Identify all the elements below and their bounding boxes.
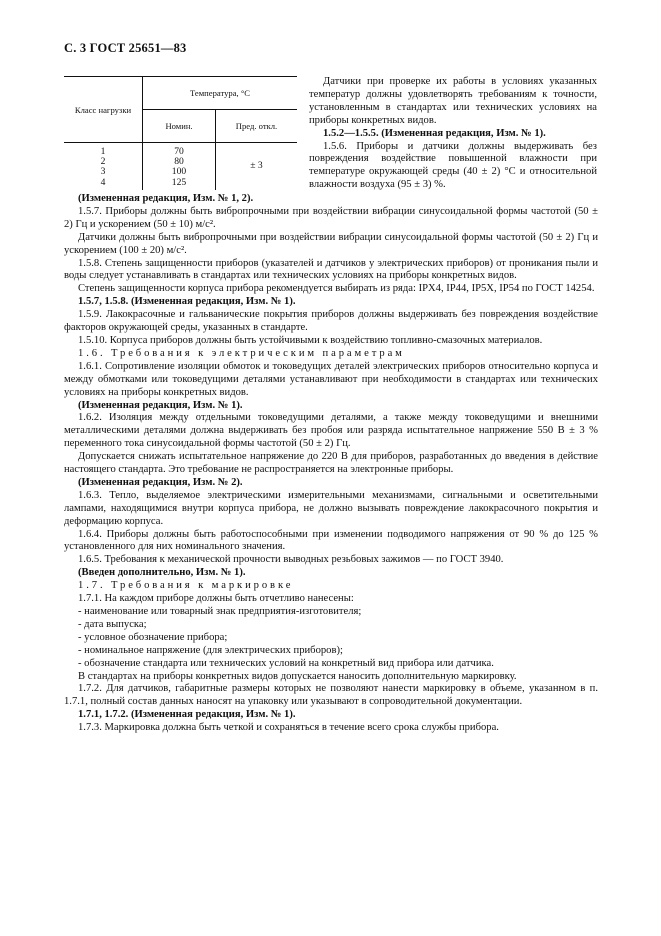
table-cell: 4 xyxy=(100,176,106,188)
amendment-note: (Измененная редакция, Изм. № 2). xyxy=(78,476,243,488)
list-item: - условное обозначение прибора; xyxy=(78,631,228,643)
table-header-class: Класс нагрузки xyxy=(64,77,143,143)
paragraph: Датчики при проверке их работы в условиях указанных температур должны удовлетворять требованиям к точности, установленным в стандартах или технических условиях на приборы конкретных видов. xyxy=(309,76,597,126)
load-class-table xyxy=(64,76,297,190)
table-deviation-value: ± 3 xyxy=(250,160,263,172)
table-cell: 2 xyxy=(100,156,106,168)
table-cell: 1 xyxy=(100,146,106,157)
paragraph: 1.7.2. Для датчиков, габаритные размеры которых не позволяют нанести маркировку в объеме, указанном в п. 1.7.1, полный состав данных наносят на упаковку или указывают в сопроводительной документации. xyxy=(64,683,598,708)
table-cell: 80 xyxy=(174,156,184,168)
table-header-temperature: Температура, °С xyxy=(143,77,298,110)
paragraph: 1.5.10. Корпуса приборов должны быть устойчивыми к воздействию топливно-смазочных материалов. xyxy=(78,334,543,346)
paragraph: 1.5.7. Приборы должны быть вибропрочными при воздействии вибрации синусоидальной формы частотой (50 ± 2) Гц и ускорением (50 ± 10) м/с². xyxy=(64,205,598,230)
paragraph: 1.5.8. Степень защищенности приборов (указателей и датчиков у электрических приборов) от проникания пыли и воды следует устанавливать в стандартах или технических условиях на приборы конкретных видов. xyxy=(64,257,598,282)
main-text xyxy=(64,193,598,735)
amendment-note: (Измененная редакция, Изм. № 1, 2). xyxy=(78,193,254,204)
section-heading: 1.6. Требования к электрическим параметрам xyxy=(78,347,405,359)
amendment-note: 1.5.2—1.5.5. (Измененная редакция, Изм. № 1). xyxy=(323,127,546,139)
table-cell: 3 xyxy=(100,166,106,178)
table-cell: 70 xyxy=(174,146,184,157)
table-header-deviation: Пред. откл. xyxy=(216,110,298,143)
paragraph: Допускается снижать испытательное напряжение до 220 В для приборов, разработанных до введения в действие настоящего стандарта. Это требование не распространяется на электронные приборы. xyxy=(64,451,598,476)
amendment-note: (Измененная редакция, Изм. № 1). xyxy=(78,399,243,411)
list-item: - обозначение стандарта или технических условий на конкретный вид прибора или датчика. xyxy=(78,657,494,669)
amendment-note: 1.5.7, 1.5.8. (Измененная редакция, Изм. № 1). xyxy=(78,296,296,308)
paragraph: 1.6.2. Изоляция между отдельными токоведущими деталями, а также между токоведущими и внешними металлическими деталями должна выдерживать без пробоя или разряда испытательное напряжение 550 В ± 3 % переменного тока синусоидальной формы частотой (50 ± 2) Гц. xyxy=(64,412,598,450)
paragraph: 1.6.1. Сопротивление изоляции обмоток и токоведущих деталей электрических приборов относительно корпуса и между обмотками или токоведущими деталями устанавливают при необходимости в стандартах или технических условиях на приборы конкретных видов. xyxy=(64,360,598,398)
right-column-text xyxy=(309,76,597,192)
paragraph: 1.6.3. Тепло, выделяемое электрическими измерительными механизмами, сигнальными и осветительными лампами, находящимися внутри корпуса прибора, не должно вызывать повреждение лакокрасочного покрытия и деформацию корпуса. xyxy=(64,489,598,527)
page-header: С. 3 ГОСТ 25651—83 xyxy=(64,41,187,55)
paragraph: 1.7.1. На каждом приборе должны быть отчетливо нанесены: xyxy=(78,593,354,605)
table-class-values xyxy=(64,143,143,190)
paragraph: Датчики должны быть вибропрочными при воздействии вибрации синусоидальной формы частотой (50 ± 2) Гц и ускорением (100 ± 20) м/с². xyxy=(64,231,598,256)
paragraph: 1.5.6. Приборы и датчики должны выдерживать без повреждения воздействие повышенной влажности при температуре окружающей среды (40 ± 2) °С и относительной влажности воздуха (95 ± 3) %. xyxy=(309,140,597,191)
amendment-note: (Введен дополнительно, Изм. № 1). xyxy=(78,567,246,579)
list-item: - дата выпуска; xyxy=(78,618,147,630)
paragraph: 1.6.4. Приборы должны быть работоспособными при изменении подводимого напряжения от 90 % до 125 % установленного для них номинального значения. xyxy=(64,528,598,553)
list-item: - номинальное напряжение (для электрических приборов); xyxy=(78,644,343,656)
paragraph: В стандартах на приборы конкретных видов допускается наносить дополнительную маркировку. xyxy=(78,670,517,682)
section-heading: 1.7. Требования к маркировке xyxy=(78,580,294,592)
amendment-note: 1.7.1, 1.7.2. (Измененная редакция, Изм. № 1). xyxy=(78,709,296,721)
paragraph: 1.5.9. Лакокрасочные и гальванические покрытия приборов должны выдерживать без повреждения воздействие факторов окружающей среды, указанных в стандарте. xyxy=(64,309,598,334)
list-item: - наименование или товарный знак предприятия-изготовителя; xyxy=(78,606,362,617)
table-cell: 125 xyxy=(171,176,187,188)
paragraph: 1.6.5. Требования к механической прочности выводных резьбовых зажимов — по ГОСТ 3940. xyxy=(78,554,504,566)
table-cell: 100 xyxy=(171,166,187,178)
paragraph: 1.7.3. Маркировка должна быть четкой и сохраняться в течение всего срока службы прибора. xyxy=(78,722,499,734)
table-header-nominal: Номин. xyxy=(143,110,216,143)
table-nominal-values xyxy=(143,143,216,190)
paragraph: Степень защищенности корпуса прибора рекомендуется выбирать из ряда: IPX4, IP44, IP5X, IP54 по ГОСТ 14254. xyxy=(78,283,595,295)
